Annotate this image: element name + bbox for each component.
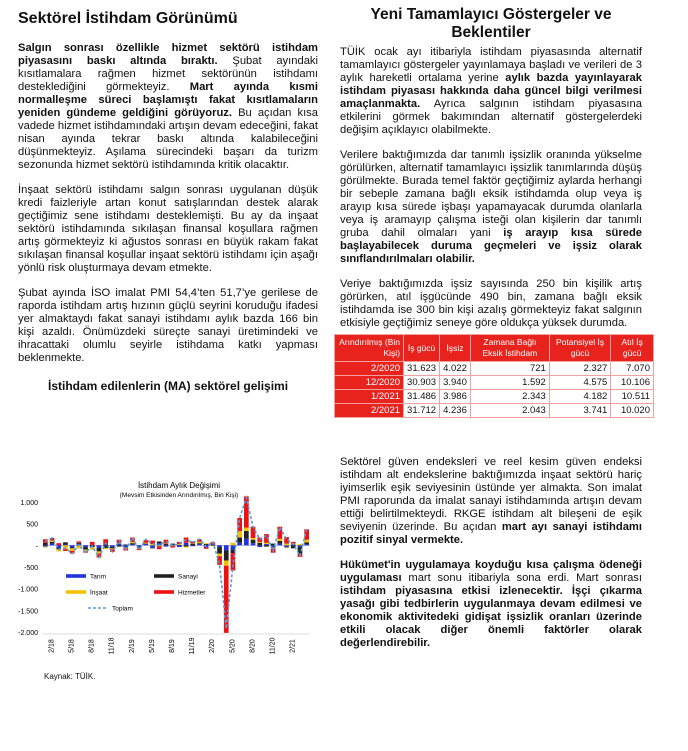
- bar-Tarım: [50, 544, 55, 546]
- table-header-cell: İş gücü: [404, 335, 440, 362]
- x-tick-label: 11/18: [108, 637, 116, 655]
- table-cell: 2.343: [470, 390, 549, 404]
- bar-Tarım: [144, 544, 149, 545]
- bar-Sanayi: [164, 544, 169, 545]
- bold-text: istihdam piyasasına etkisi izlenecektir. İşçi çıkarma yasağı gibi tedbirlerin uygulanmaya devam edilmesi ve ekonomik aktivitedeki gidişat işsizlik oranları üzerinde etkili olacak diğer önemli faktörler olarak değerlendirebilir.: [340, 585, 642, 649]
- bar-Sanayi: [284, 547, 289, 548]
- x-tick-label: 2/21: [289, 639, 297, 653]
- legend-swatch: [154, 590, 174, 594]
- table-cell: 10.106: [611, 376, 654, 390]
- right-title: Yeni Tamamlayıcı Göstergeler ve Beklentiler: [370, 6, 612, 41]
- right-paragraph-4: [340, 456, 642, 547]
- bar-Hizmetler: [77, 541, 82, 542]
- bar-İnşaat: [70, 548, 75, 551]
- table-period-cell: 2/2020: [335, 362, 404, 376]
- y-tick-label: -: [35, 543, 38, 551]
- chart-subtitle: (Mevsim Etkisinden Arındırılmış, Bin Kişi): [119, 492, 239, 499]
- legend-label: Sanayi: [178, 573, 198, 581]
- table-cell: 4.236: [440, 404, 471, 418]
- bar-Tarım: [164, 545, 169, 546]
- x-tick-label: 2/20: [209, 639, 217, 653]
- table-cell: 10.020: [611, 404, 654, 418]
- x-tick-label: 8/18: [88, 639, 96, 653]
- bar-Sanayi: [251, 540, 256, 543]
- series-line-toplam: [45, 498, 306, 629]
- table-header-cell: Zamana Bağlı Eksik İstihdam: [470, 335, 549, 362]
- table-header-cell: Potansiyel İş gücü: [549, 335, 610, 362]
- bar-Sanayi: [130, 543, 135, 544]
- bar-Tarım: [257, 545, 262, 547]
- bar-Tarım: [278, 544, 283, 546]
- text-run: TÜİK ocak ayı itibariyla istihdam piyasasında alternatif tamamlayıcı göstergeler yayınlamaya başladı ve verileri de 3 aylık hareketli ortalama yerine: [340, 46, 642, 84]
- bar-İnşaat: [231, 543, 236, 546]
- legend-label: Toplam: [112, 605, 133, 613]
- table-header-cell: İşsiz: [440, 335, 471, 362]
- text-run: Verilere baktığımızda dar tanımlı işsizlik oranında yükselme görülürken, alternatif tamamlayıcı işsizlik tanımlarında düşüş görülmekte. Burada temel faktör geçtiğimiz aylarda herhangi bir sebeple zamana bağlı eksik istihdamda olup veya iş arayıp kısa sürede işbaşı yapamayacak durumda olanlarla veya iş aramayıp çalışma isteği olan kişilerin dar tanımlı gruba dahil olmaları yani: [340, 149, 642, 239]
- bar-İnşaat: [284, 544, 289, 546]
- bar-Tarım: [211, 544, 216, 545]
- table-cell: 31.486: [404, 390, 440, 404]
- bar-Tarım: [231, 545, 236, 549]
- bar-İnşaat: [251, 538, 256, 540]
- bar-Tarım: [298, 545, 303, 547]
- bar-Sanayi: [157, 541, 162, 543]
- bar-Tarım: [237, 543, 242, 546]
- bar-İnşaat: [217, 554, 222, 557]
- bar-Tarım: [217, 545, 222, 547]
- y-tick-label: -1.000: [18, 586, 38, 594]
- table-cell: 4.182: [549, 390, 610, 404]
- text-run: Bu açıdan kısa vadede hizmet istihdamındaki artışın devam edeceğini, fakat nisan ayında tekrar baskı altında kalabileceğini düşünmekteyiz. Aşılama sürecindeki başarı da turizm sezonunda hizmet sektörü istihdamında kritik olacaktır.: [18, 107, 318, 171]
- source-note: Kaynak: TÜİK.: [44, 672, 96, 681]
- bold-text: iş arayıp kısa sürede başlayabilecek duruma geçmeleri ve işsiz olarak sınıflandırılmaları olabilir.: [340, 227, 643, 265]
- text-run: mart sonu itibariyla sona erdi. Mart sonrası: [401, 572, 642, 584]
- chart-bars: [43, 496, 309, 633]
- bar-Tarım: [177, 545, 182, 547]
- bar-Tarım: [244, 539, 249, 546]
- bar-Sanayi: [70, 548, 75, 549]
- bar-Sanayi: [217, 547, 222, 554]
- left-paragraph-2: [18, 184, 318, 275]
- x-tick-label: 5/20: [229, 639, 237, 653]
- bar-Sanayi: [257, 543, 262, 546]
- table-cell: 721: [470, 362, 549, 376]
- bar-Sanayi: [117, 545, 122, 546]
- bar-İnşaat: [224, 561, 229, 566]
- right-paragraph-3: [340, 278, 642, 330]
- left-paragraph-1: [18, 42, 318, 172]
- bar-Tarım: [70, 545, 75, 547]
- legend-swatch: [66, 590, 86, 594]
- table-period-cell: 1/2021: [335, 390, 404, 404]
- table-cell: 30.903: [404, 376, 440, 390]
- table-cell: 3.741: [549, 404, 610, 418]
- x-tick-label: 2/18: [48, 639, 56, 653]
- left-title: Sektörel İstihdam Görünümü: [18, 10, 238, 27]
- table-cell: 2.327: [549, 362, 610, 376]
- y-tick-label: -2.000: [18, 630, 38, 637]
- bar-Hizmetler: [90, 542, 95, 545]
- x-tick-label: 11/20: [269, 637, 277, 655]
- bold-text: aylık bazda yayınlayarak istihdam piyasası hakkında daha güncel bilgi verilmesi amaçlanmakta.: [340, 72, 642, 110]
- bar-Sanayi: [184, 545, 189, 546]
- bar-Tarım: [150, 545, 155, 548]
- table-cell: 4.022: [440, 362, 471, 376]
- table-cell: 10.511: [611, 390, 654, 404]
- bar-İnşaat: [264, 543, 269, 544]
- x-tick-label: 5/19: [148, 639, 156, 653]
- text-run: Şubat ayındaki kısıtlamalara rağmen hizmet sektörünün istihdamı desteklediğini görmekteyiz.: [18, 55, 318, 93]
- table-cell: 3.940: [440, 376, 471, 390]
- table-period-cell: 2/2021: [335, 404, 404, 418]
- bar-Tarım: [130, 544, 135, 545]
- bold-text: Salgın sonrası özellikle hizmet sektörü istihdam piyasasını baskı altında bıraktı.: [18, 42, 318, 67]
- bar-Tarım: [284, 545, 289, 546]
- table-header-cell: Arındırılmış (Bin Kişi): [335, 335, 404, 362]
- legend-swatch: [66, 574, 86, 578]
- bar-Sanayi: [197, 543, 202, 544]
- legend-label: Hizmetler: [178, 589, 206, 597]
- table-header-row: [335, 335, 654, 362]
- left-column: [18, 6, 318, 393]
- x-tick-label: 2/19: [128, 639, 136, 653]
- table-cell: 4.575: [549, 376, 610, 390]
- bar-İnşaat: [177, 544, 182, 545]
- bar-İnşaat: [244, 528, 249, 531]
- legend-label: Tarım: [90, 573, 107, 581]
- right-paragraph-5: [340, 559, 642, 650]
- bar-Sanayi: [97, 548, 102, 551]
- bold-text: mart ayı sanayi istihdamı pozitif sinyal vermekte.: [340, 521, 642, 546]
- bar-Tarım: [63, 544, 68, 545]
- employment-change-chart: [4, 478, 318, 688]
- bar-Sanayi: [224, 551, 229, 561]
- bar-İnşaat: [298, 544, 303, 545]
- bar-Tarım: [304, 544, 309, 545]
- bar-Tarım: [251, 543, 256, 545]
- bar-Sanayi: [43, 543, 48, 546]
- table-row: [335, 404, 654, 418]
- right-column: [339, 6, 650, 660]
- left-paragraph-3: [18, 287, 318, 365]
- bold-text: Mart ayında kısmi normalleşme süreci başlamıştı fakat kısıtlamaların yeniden gündeme geldiğini görüyoruz.: [18, 81, 318, 119]
- bar-Sanayi: [190, 544, 195, 546]
- text-run: İnşaat sektörü istihdamı salgın sonrası uygulanan düşük kredi faizleriyle artan konut satışlarından destek alarak geçtiğimiz sene istihdamı desteklemişti. Bu ay da inşaat sektörü istihdamında sıkılaşan finansal koşullara rağmen artış görmekteyiz ki ağustos sonrası en büyük rakam fakat sıkılaşan finansal koşullar inşaat sektörü istihdamı için aşağı yönlü risk oluşturmaya devam etmekte.: [18, 184, 318, 274]
- y-tick-label: -1.500: [18, 608, 38, 616]
- y-tick-label: 500: [26, 521, 38, 529]
- bar-Tarım: [97, 545, 102, 548]
- bar-Hizmetler: [157, 546, 162, 549]
- table-row: [335, 376, 654, 390]
- table-body: [335, 362, 654, 418]
- bar-Tarım: [110, 545, 115, 546]
- bar-Sanayi: [237, 538, 242, 543]
- chart-heading: İstihdam edilenlerin (MA) sektörel gelişimi: [48, 379, 289, 393]
- bar-Sanayi: [63, 542, 68, 544]
- chart-title: İstihdam Aylık Değişimi: [137, 481, 221, 490]
- table-cell: 3.986: [440, 390, 471, 404]
- bar-İnşaat: [257, 542, 262, 543]
- x-tick-label: 5/18: [68, 639, 76, 653]
- bold-text: Hükümet'in uygulamaya koyduğu kısa çalışma ödeneği uygulaması: [340, 559, 642, 584]
- table-header-cell: Atıl İş gücü: [611, 335, 654, 362]
- bar-Tarım: [197, 544, 202, 545]
- bar-İnşaat: [304, 540, 309, 543]
- x-tick-label: 8/20: [249, 639, 257, 653]
- table-cell: 2.043: [470, 404, 549, 418]
- table-cell: 1.592: [470, 376, 549, 390]
- table-row: [335, 362, 654, 376]
- bar-İnşaat: [43, 547, 48, 548]
- bar-Tarım: [43, 545, 48, 546]
- labor-indicators-table: [334, 334, 654, 418]
- bar-İnşaat: [278, 539, 283, 541]
- x-tick-label: 8/19: [168, 639, 176, 653]
- bar-Tarım: [264, 544, 269, 545]
- right-paragraph-1: [340, 46, 642, 137]
- x-tick-label: 11/19: [189, 637, 197, 655]
- y-tick-label: 1.000: [20, 500, 38, 507]
- bar-İnşaat: [204, 543, 209, 544]
- bar-Sanayi: [83, 547, 88, 550]
- table-row: [335, 390, 654, 404]
- bar-Hizmetler: [204, 548, 209, 549]
- table-cell: 7.070: [611, 362, 654, 376]
- table-cell: 31.623: [404, 362, 440, 376]
- table-cell: 31.712: [404, 404, 440, 418]
- bar-Sanayi: [304, 542, 309, 544]
- text-run: Veriye baktığımızda işsiz sayısında 250 bin kişilik artış görürken, atıl işgücünde 490 bin, zamana bağlı eksik istihdamda ise 300 bin kişi azalış görmekteyiz fakat salgının etkisiyle geçtiğimiz seneye göre oldukça yüksek durumda.: [340, 278, 642, 329]
- table-period-cell: 12/2020: [335, 376, 404, 390]
- bar-Sanayi: [264, 545, 269, 546]
- bar-İnşaat: [184, 547, 189, 548]
- text-run: Şubat ayında İSO imalat PMI 54,4’ten 51,7’ye gerilese de raporda istihdam artış hızının güçlü seyrini koruduğu ifadesi yer almaktaydı fakat sanayi istihdamı aylık bazda 166 bin kişi azaldı. Önümüzdeki süreçte sanayi üretimindeki ve ihracattaki olumlu seyirle istihdama katkı yapması beklenmekte.: [18, 287, 318, 364]
- legend-swatch: [154, 574, 174, 578]
- bar-Tarım: [190, 545, 195, 546]
- bar-Sanayi: [244, 531, 249, 539]
- bar-Tarım: [83, 545, 88, 547]
- text-run: Sektörel güven endeksleri ve reel kesim güven endeksi istihdam alt endekslerine baktığımızda inşaat sektörü hariç iyimserlik eşik seviyesinin üstünde yer almakta. Son imalat PMI raporunda da imalat sanayi istihdamında artışın devam ettiği belirtilmekteydi. RKGE istihdam alt bileşeni de eşik seviyenin üzerinde. Bu açıdan: [340, 456, 642, 533]
- bar-Tarım: [224, 545, 229, 550]
- right-paragraph-2: [340, 149, 642, 266]
- bar-Sanayi: [278, 541, 283, 544]
- bar-Tarım: [184, 543, 189, 546]
- legend-label: İnşaat: [90, 589, 108, 597]
- chart-legend: [66, 574, 206, 613]
- text-run: Ayrıca salgının istihdam piyasasına etkilerini görmek bakımından alternatif göstergelerdeki değişim açıklayıcı olabilmekte.: [340, 98, 642, 136]
- y-tick-label: -500: [23, 565, 38, 572]
